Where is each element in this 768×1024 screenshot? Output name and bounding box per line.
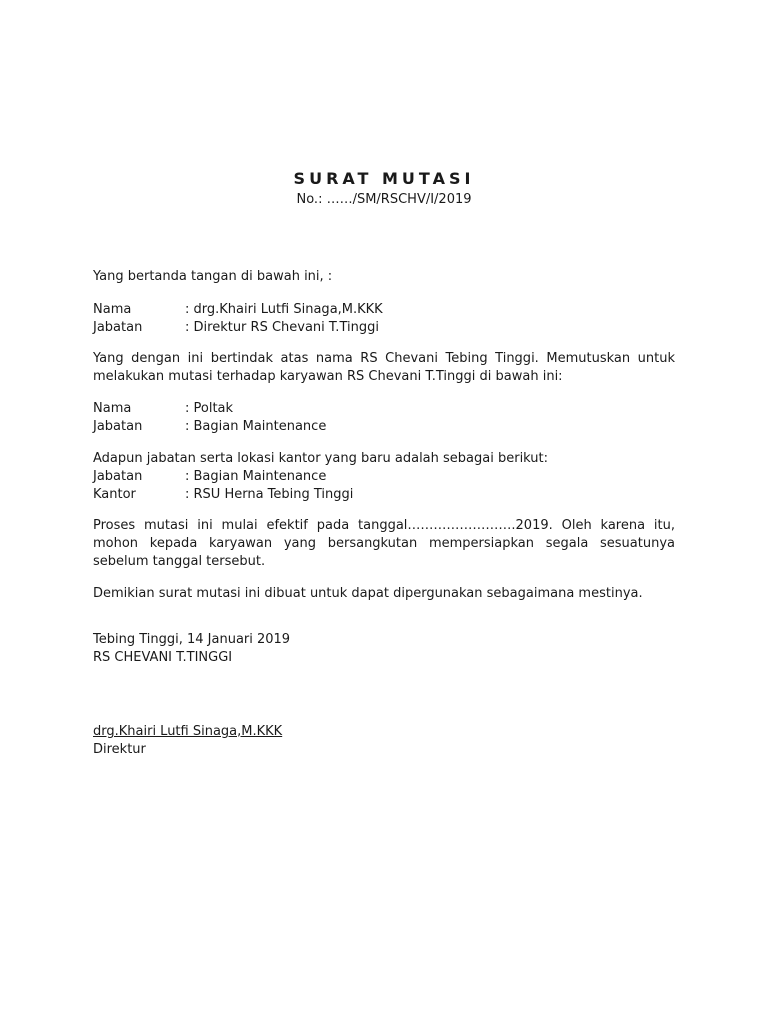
new-position-details — [93, 468, 675, 504]
employee-name-value: : Poltak — [185, 401, 234, 416]
place-date: Tebing Tinggi, 14 Januari 2019 — [93, 632, 291, 647]
employee-name-label: Nama — [93, 401, 132, 416]
decision-paragraph: Yang dengan ini bertindak atas nama RS Chevani Tebing Tinggi. Memutuskan untuk melakukan mutasi terhadap karyawan RS Chevani T.Tinggi di bawah ini: — [93, 351, 675, 384]
employee-name-row — [93, 400, 675, 418]
document-number: No.: ……/SM/RSCHV/I/2019 — [296, 192, 472, 207]
employee-position-row — [93, 418, 675, 436]
intro-text: Yang bertanda tangan di bawah ini, : — [93, 269, 333, 284]
signatory-name: drg.Khairi Lutfi Sinaga,M.KKK — [93, 724, 283, 739]
new-position-value: : Bagian Maintenance — [185, 469, 327, 484]
new-office-row — [93, 486, 675, 504]
signer-position-row — [93, 319, 675, 337]
signer-name-value: : drg.Khairi Lutfi Sinaga,M.KKK — [185, 302, 383, 317]
effective-date-paragraph: Proses mutasi ini mulai efektif pada tanggal…………………….2019. Oleh karena itu, mohon kepada karyawan yang bersangkutan mempersiapkan segala sesuatunya sebelum tanggal tersebut. — [93, 518, 675, 569]
signer-details — [93, 301, 675, 337]
signer-position-value: : Direktur RS Chevani T.Tinggi — [185, 320, 379, 335]
new-position-row — [93, 468, 675, 486]
new-office-label: Kantor — [93, 487, 136, 502]
new-position-intro: Adapun jabatan serta lokasi kantor yang baru adalah sebagai berikut: — [93, 451, 549, 466]
signer-position-label: Jabatan — [93, 320, 143, 335]
new-office-value: : RSU Herna Tebing Tinggi — [185, 487, 354, 502]
signatory-position: Direktur — [93, 742, 146, 757]
new-position-label: Jabatan — [93, 469, 143, 484]
institution-name: RS CHEVANI T.TINGGI — [93, 650, 233, 665]
signer-name-label: Nama — [93, 302, 132, 317]
document-title: SURAT MUTASI — [293, 169, 475, 188]
signature-block — [93, 723, 675, 759]
employee-details — [93, 400, 675, 436]
employee-position-label: Jabatan — [93, 419, 143, 434]
signer-name-row — [93, 301, 675, 319]
employee-position-value: : Bagian Maintenance — [185, 419, 327, 434]
closing-paragraph: Demikian surat mutasi ini dibuat untuk dapat dipergunakan sebagaimana mestinya. — [93, 586, 643, 601]
